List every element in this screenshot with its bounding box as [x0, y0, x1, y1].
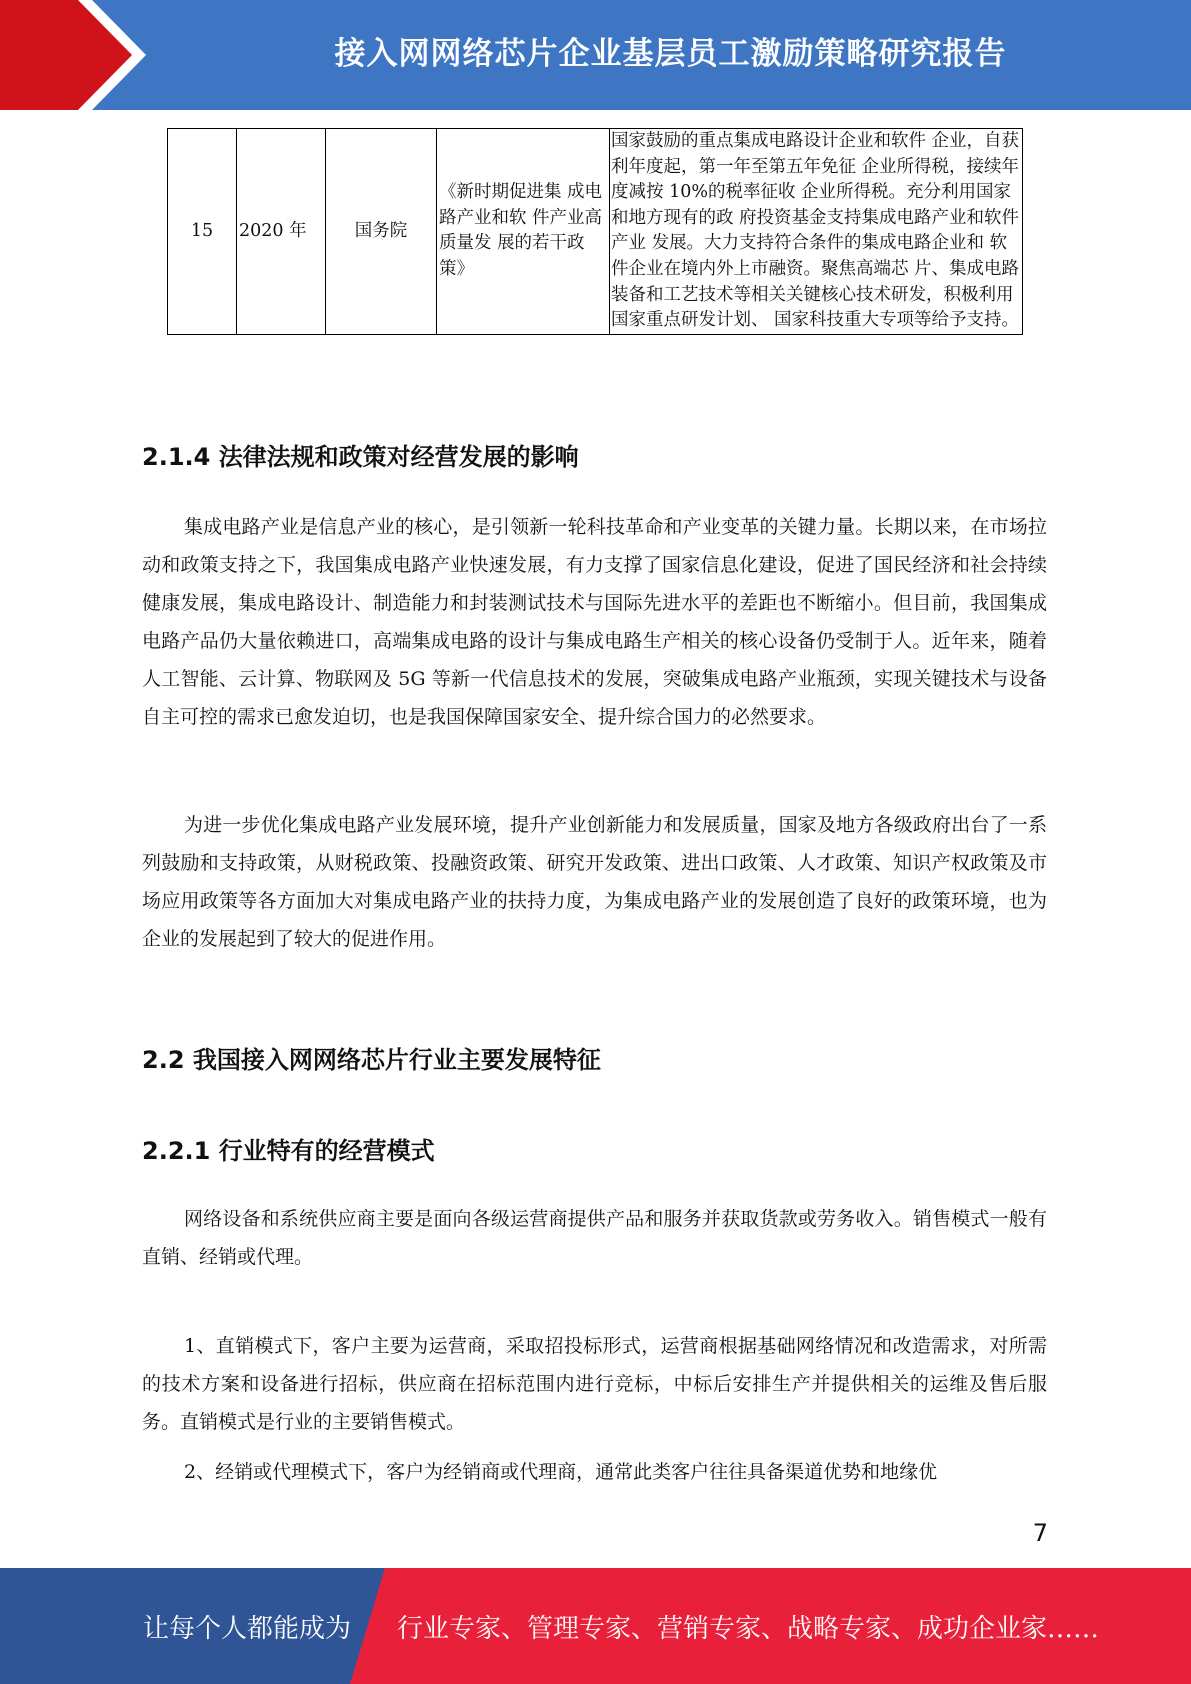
policy-table [167, 128, 1023, 335]
header-title: 接入网网络芯片企业基层员工激励策略研究报告 [334, 35, 1007, 72]
table-cell-number: 15 [168, 129, 237, 335]
paragraph: 1、直销模式下，客户主要为运营商，采取招投标形式，运营商根据基础网络情况和改造需求，对所需的技术方案和设备进行招标，供应商在招标范围内进行竞标，中标后安排生产并提供相关的运维及售后服务。直销模式是行业的主要销售模式。 [142, 1335, 1047, 1433]
paragraph: 集成电路产业是信息产业的核心，是引领新一轮科技革命和产业变革的关键力量。长期以来，在市场拉动和政策支持之下，我国集成电路产业快速发展，有力支撑了国家信息化建设，促进了国民经济和社会持续健康发展，集成电路设计、制造能力和封装测试技术与国际先进水平的差距也不断缩小。但目前，我国集成电路产品仍大量依赖进口，高端集成电路的设计与集成电路生产相关的核心设备仍受制于人。近年来，随着人工智能、云计算、物联网及 5G 等新一代信息技术的发展，突破集成电路产业瓶颈，实现关键技术与设备自主可控的需求已愈发迫切，也是我国保障国家安全、提升综合国力的必然要求。 [142, 516, 1047, 728]
table-cell-policy-name: 《新时期促进集 成电路产业和软 件产业高质量发 展的若干政策》 [437, 129, 610, 335]
table-row [168, 129, 1023, 335]
section-heading-2-2-1: 2.2.1 行业特有的经营模式 [142, 1137, 435, 1165]
section-heading-2-1-4: 2.1.4 法律法规和政策对经营发展的影响 [142, 443, 579, 471]
page-header [0, 0, 1191, 110]
section-heading-2-2: 2.2 我国接入网网络芯片行业主要发展特征 [142, 1046, 601, 1074]
table-cell-year: 2020 年 [237, 129, 326, 335]
table-cell-issuer: 国务院 [326, 129, 437, 335]
page-number: 7 [1032, 1519, 1048, 1547]
table-cell-policy-content: 国家鼓励的重点集成电路设计企业和软件 企业，自获利年度起，第一年至第五年免征 企业所得税，接续年度减按 10%的税率征收 企业所得税。充分利用国家和地方现有的政 府投资基金支持集成电路产业和软件产业 发展。大力支持符合条件的集成电路企业和 软件企业在境内外上市融资。聚焦高端芯 片、集成电路装备和工艺技术等相关关键核心技术研发，积极利用国家重点研发计划、 国家科技重大专项等给予支持。 [610, 129, 1023, 335]
paragraph: 为进一步优化集成电路产业发展环境，提升产业创新能力和发展质量，国家及地方各级政府出台了一系列鼓励和支持政策，从财税政策、投融资政策、研究开发政策、进出口政策、人才政策、知识产权政策及市场应用政策等各方面加大对集成电路产业的扶持力度，为集成电路产业的发展创造了良好的政策环境，也为企业的发展起到了较大的促进作用。 [142, 814, 1047, 950]
footer-slogan-right: 行业专家、管理专家、营销专家、战略专家、成功企业家…… [397, 1613, 1100, 1644]
header-arrow-graphic [0, 0, 160, 110]
footer-slogan-left: 让每个人都能成为 [143, 1613, 352, 1644]
paragraph: 网络设备和系统供应商主要是面向各级运营商提供产品和服务并获取货款或劳务收入。销售模式一般有直销、经销或代理。 [142, 1208, 1047, 1268]
page-footer [0, 1568, 1191, 1684]
paragraph: 2、经销或代理模式下，客户为经销商或代理商，通常此类客户往往具备渠道优势和地缘优 [184, 1461, 938, 1483]
